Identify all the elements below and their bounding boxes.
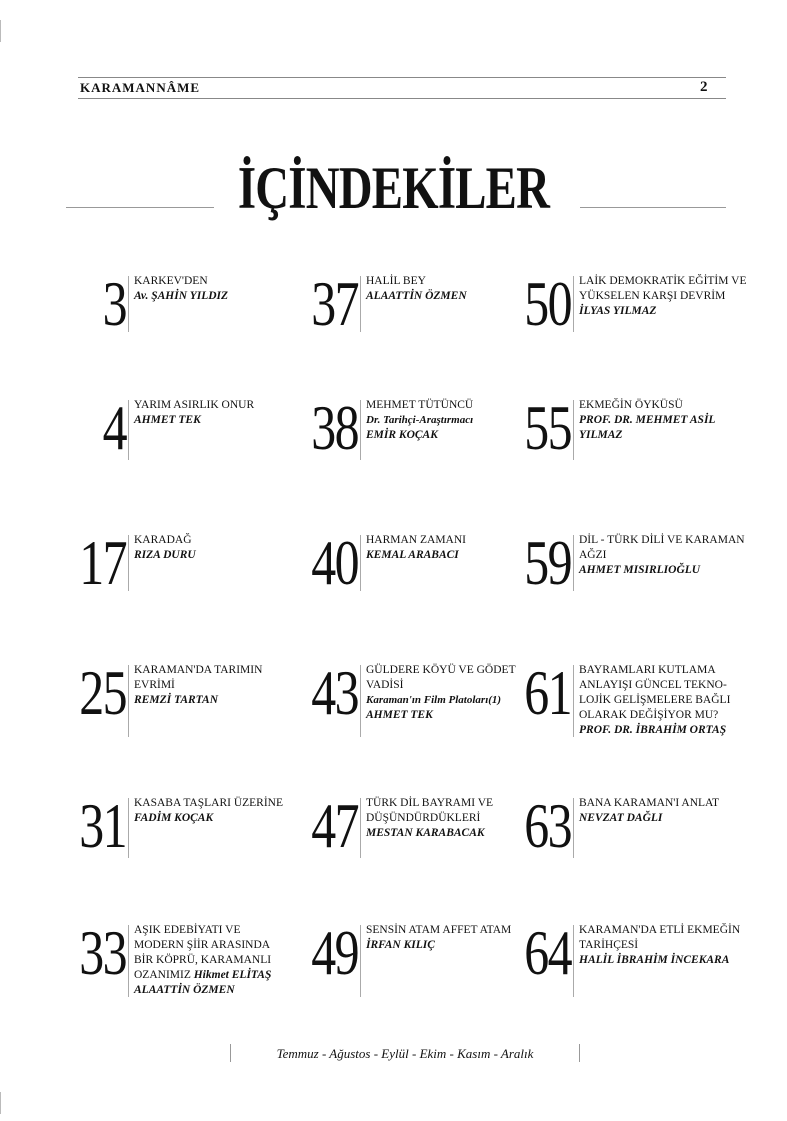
- toc-text: [366, 663, 516, 723]
- toc-title: BAYRAMLARI KUTLAMA ANLAYIŞI GÜNCEL TEKNO-LOJİK GELİŞMELERE BAĞLI OLARAK DEĞİŞİYOR MU?: [579, 664, 731, 721]
- footer-months: Temmuz - Ağustos - Eylül - Ekim - Kasım - Aralık: [276, 1046, 534, 1061]
- toc-divider: [360, 535, 361, 591]
- toc-author: NEVZAT DAĞLI: [579, 812, 663, 824]
- toc-title: TÜRK DİL BAYRAMI VE DÜŞÜNDÜRDÜKLERİ: [366, 797, 494, 824]
- toc-text: [366, 923, 516, 953]
- toc-author: AHMET TEK: [134, 414, 201, 426]
- toc-author: REMZİ TARTAN: [134, 694, 219, 706]
- toc-title: HARMAN ZAMANI: [366, 534, 466, 546]
- toc-title: EKMEĞİN ÖYKÜSÜ: [579, 399, 683, 411]
- toc-divider: [128, 665, 129, 737]
- toc-divider: [128, 535, 129, 591]
- toc-page-number: 49: [311, 917, 358, 988]
- toc-text: [134, 398, 284, 428]
- toc-page-number: 3: [102, 268, 126, 339]
- toc-text: [134, 796, 284, 826]
- toc-title: KARAMAN'DA ETLİ EKMEĞİN TARİHÇESİ: [579, 924, 741, 951]
- toc-title: HALİL BEY: [366, 275, 426, 287]
- toc-divider: [360, 400, 361, 460]
- toc-entry[interactable]: [524, 392, 787, 478]
- toc-divider: [360, 276, 361, 332]
- toc-text: [579, 796, 749, 826]
- toc-title: KARADAĞ: [134, 534, 192, 546]
- toc-divider: [128, 276, 129, 332]
- toc-page-number: 50: [524, 268, 571, 339]
- toc-title: KARAMAN'DA TARIMIN EVRİMİ: [134, 664, 263, 691]
- toc-divider: [573, 798, 574, 858]
- toc-divider: [360, 925, 361, 997]
- toc-text: [579, 533, 749, 578]
- toc-entry[interactable]: [524, 527, 787, 613]
- toc-page-number: 33: [79, 917, 126, 988]
- toc-page-number: 38: [311, 392, 358, 463]
- toc-text: [579, 923, 749, 968]
- toc-page-number: 55: [524, 392, 571, 463]
- header-rule-top: [78, 77, 726, 78]
- toc-title: KARKEV'DEN: [134, 275, 208, 287]
- toc-text: [579, 398, 749, 443]
- toc-text: [134, 533, 284, 563]
- crop-mark: [0, 20, 1, 42]
- toc-title: YARIM ASIRLIK ONUR: [134, 399, 255, 411]
- toc-author: ALAATTİN ÖZMEN: [134, 984, 235, 996]
- toc-divider: [128, 400, 129, 460]
- toc-page-number: 64: [524, 917, 571, 988]
- toc-entry[interactable]: [524, 657, 787, 743]
- toc-text: [579, 274, 749, 319]
- toc-title: KASABA TAŞLARI ÜZERİNE: [134, 797, 284, 809]
- toc-page-number: 25: [79, 657, 126, 728]
- toc-text: [134, 923, 284, 998]
- toc-divider: [573, 535, 574, 591]
- toc-author: RIZA DURU: [134, 549, 196, 561]
- toc-author: İLYAS YILMAZ: [579, 305, 657, 317]
- toc-divider: [360, 665, 361, 737]
- toc-divider: [573, 400, 574, 460]
- toc-divider: [573, 925, 574, 997]
- toc-author: FADİM KOÇAK: [134, 812, 214, 824]
- toc-author: PROF. DR. MEHMET ASİL YILMAZ: [579, 414, 716, 441]
- toc-page-number: 31: [79, 790, 126, 861]
- toc-author: MESTAN KARABACAK: [366, 827, 485, 839]
- toc-page-number: 40: [311, 527, 358, 598]
- toc-entry[interactable]: [524, 268, 787, 354]
- toc-entry[interactable]: [524, 917, 787, 1003]
- toc-text: [134, 274, 284, 304]
- footer: [230, 1044, 580, 1064]
- toc-page-number: 17: [79, 527, 126, 598]
- toc-author: HALİL İBRAHİM İNCEKARA: [579, 954, 730, 966]
- toc-author: Av. ŞAHİN YILDIZ: [134, 290, 229, 302]
- toc-title: GÜLDERE KÖYÜ VE GÖDET VADİSİ: [366, 664, 516, 691]
- toc-title: MEHMET TÜTÜNCÜ: [366, 399, 474, 411]
- toc-divider: [360, 798, 361, 858]
- toc-author: KEMAL ARABACI: [366, 549, 459, 561]
- toc-subtitle: Karaman'ın Film Platoları(1): [366, 694, 502, 706]
- page-number: 2: [700, 79, 708, 95]
- toc-divider: [128, 925, 129, 997]
- toc-title-author: Hikmet ELİTAŞ: [193, 969, 272, 981]
- toc-divider: [573, 665, 574, 737]
- toc-page-number: 47: [311, 790, 358, 861]
- toc-subtitle: Dr. Tarihçi-Araştırmacı: [366, 414, 474, 426]
- toc-page-number: 61: [524, 657, 571, 728]
- toc-text: [134, 663, 284, 708]
- magazine-name: KARAMANNÂME: [80, 80, 201, 95]
- toc-page-number: 37: [311, 268, 358, 339]
- toc-page-number: 59: [524, 527, 571, 598]
- toc-text: [366, 533, 516, 563]
- toc-author: AHMET TEK: [366, 709, 433, 721]
- header-rule-bottom: [78, 98, 726, 99]
- toc-page-number: 63: [524, 790, 571, 861]
- toc-text: [579, 663, 749, 738]
- toc-author: EMİR KOÇAK: [366, 429, 438, 441]
- crop-mark: [0, 1092, 1, 1114]
- title-rule-right: [580, 207, 726, 208]
- toc-entry[interactable]: [524, 790, 787, 876]
- footer-rule-right: [579, 1044, 580, 1062]
- toc-title: LAİK DEMOKRATİK EĞİTİM VE YÜKSELEN KARŞI DEVRİM: [579, 275, 747, 302]
- toc-author: ALAATTİN ÖZMEN: [366, 290, 467, 302]
- toc-text: [366, 274, 516, 304]
- toc-title: BANA KARAMAN'I ANLAT: [579, 797, 720, 809]
- toc-title: AŞIK EDEBİYATI VE MODERN ŞİİR ARASINDA BİR KÖPRÜ, KARAMANLI OZANIMIZ: [134, 924, 272, 981]
- toc-page-number: 4: [102, 392, 126, 463]
- toc-divider: [128, 798, 129, 858]
- page-title: İÇİNDEKİLER: [237, 155, 550, 221]
- toc-text: [366, 796, 516, 841]
- toc-title: DİL - TÜRK DİLİ VE KARAMAN AĞZI: [579, 534, 745, 561]
- toc-author: PROF. DR. İBRAHİM ORTAŞ: [579, 724, 727, 736]
- toc-text: [366, 398, 516, 443]
- toc-author: İRFAN KILIÇ: [366, 939, 435, 951]
- toc-author: AHMET MISIRLIOĞLU: [579, 564, 701, 576]
- toc-title: SENSİN ATAM AFFET ATAM: [366, 924, 512, 936]
- toc-page-number: 43: [311, 657, 358, 728]
- toc-divider: [573, 276, 574, 332]
